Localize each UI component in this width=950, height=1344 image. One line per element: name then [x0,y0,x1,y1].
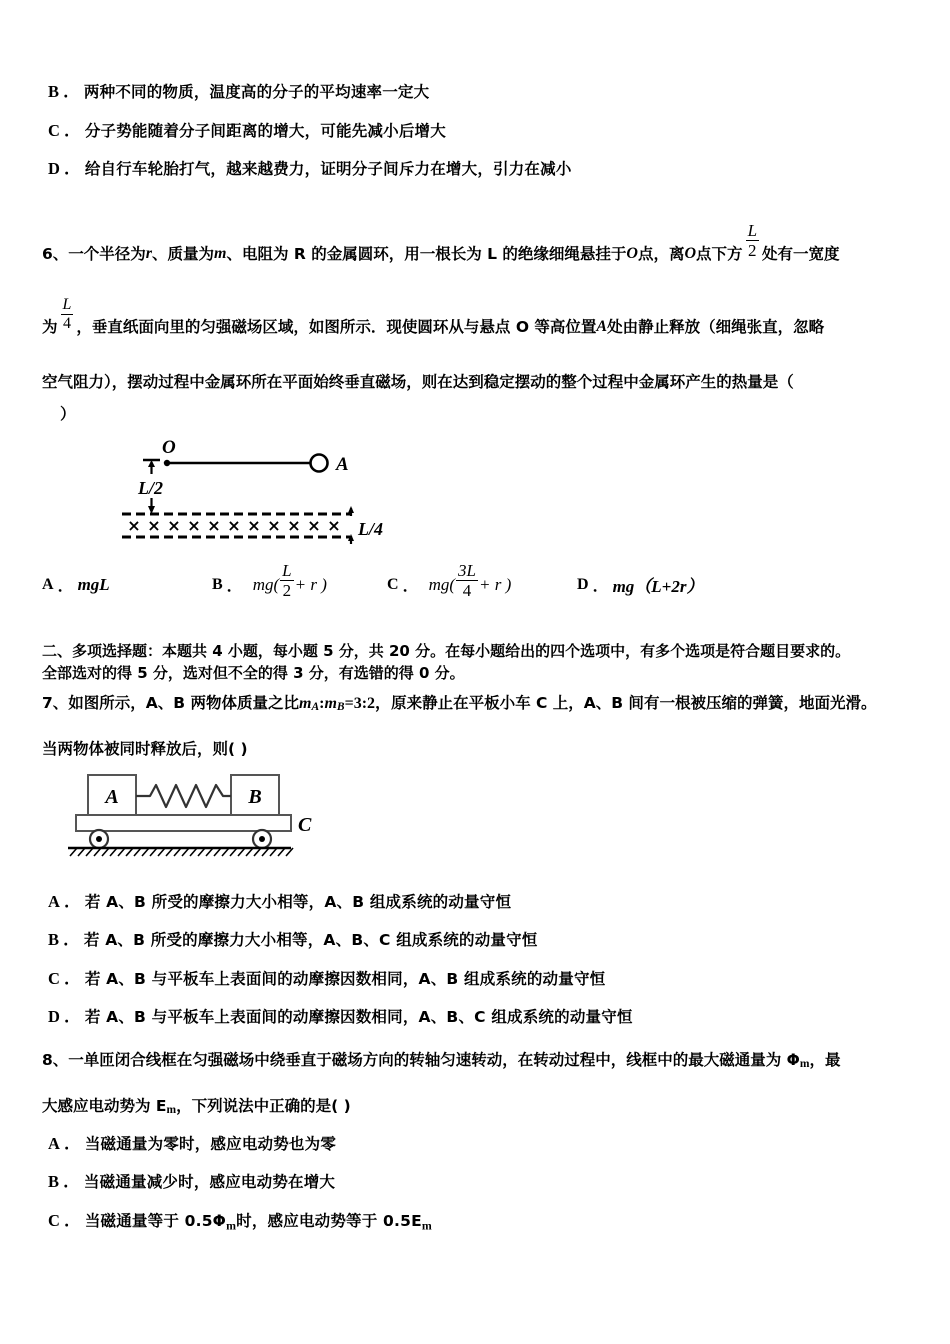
q8-stem-line2 [42,1094,908,1116]
q6-option-a [42,573,212,596]
q6-line2-pre: 为 [42,318,58,337]
q6-option-d-text: mg（L+2r） [612,577,704,597]
field-cross: × [187,516,201,536]
q6-frac1-numerator: L [747,220,758,240]
q8-line1-a: 8、一单匝闭合线框在匀强磁场中绕垂直于磁场方向的转轴匀速转动，在转动过程中，线框中的最大磁通量为 Φ [42,1050,800,1069]
field-cross: × [307,516,321,536]
q8-option-b-sep: ． [63,1172,80,1192]
q7-ratio-colon: : [319,694,325,712]
cart-wheel-left-axle [96,836,102,842]
q5-option-c [48,120,908,140]
q6-option-c-fraction [456,562,478,599]
q7-mass-b-symbol: m [324,694,337,712]
q6-option-b-den: 2 [282,581,292,601]
q6-option-d-label: D [577,575,589,593]
q6-seg5: 处有一宽度 [762,245,840,264]
q6-seg1: 、质量为 [152,245,215,264]
q7-option-c [48,968,908,988]
q6-figure [120,436,420,546]
q7-stem-line2: 当两物体被同时释放后，则( ) [42,739,248,758]
q6-option-c-sep: ． [402,578,419,596]
q7-option-c-sep: ． [64,968,81,988]
q6-option-a-text: mgL [77,574,110,594]
q6-option-a-sep: ． [57,578,74,596]
q5-option-c-text: 分子势能随着分子间距离的增大，可能先减小后增大 [84,121,446,140]
cart-wheel-right-axle [259,836,265,842]
q8-flux-max-subscript: m [799,1057,810,1070]
metal-ring-bob [311,455,328,472]
q8-option-c-sub1: m [226,1217,237,1232]
q6-point-o2: O [684,244,697,262]
q7-option-d-text: 若 A、B 与平板车上表面间的动摩擦因数相同，A、B、C 组成系统的动量守恒 [84,1008,633,1027]
q7-option-d-label: D [48,1007,61,1027]
q6-option-b-prefix: mg( [252,574,280,594]
section2-heading [42,641,908,685]
bob-label-a: A [336,454,349,476]
q7-mass-b-subscript: B [336,700,345,713]
field-cross: × [227,516,241,536]
q6-seg2: 、电阻为 R 的金属圆环，用一根长为 L 的绝缘细绳悬挂于 [226,245,627,264]
q6-seg7: 处由静止释放（细绳张直，忽略 [607,318,825,337]
q8-stem-line1 [42,1048,908,1070]
l2-dimension-label: L/2 [138,478,163,499]
q8-option-c-mid: 时，感应电动势等于 0.5E [236,1211,422,1230]
q8-line2-b: ，下列说法中正确的是( ) [176,1096,351,1115]
q7-option-b [48,932,908,949]
cart-label-c: C [298,813,312,836]
field-cross: × [147,516,161,536]
field-cross: × [327,516,341,536]
q6-option-d [577,572,704,597]
compressed-spring [136,785,231,807]
q6-option-c-prefix: mg( [428,574,456,594]
pendulum-magnetic-field-diagram [120,436,420,546]
q7-option-a-label: A [48,891,61,911]
q5-option-d-sep: ． [64,159,81,178]
q6-option-a-label: A [42,575,54,593]
q7-option-a-sep: ． [64,891,81,911]
q7-option-d-sep: ． [64,1007,81,1027]
ground-hatching [70,848,293,856]
q5-option-b-label: B [48,82,60,101]
q6-stem-line2 [42,295,908,337]
q6-option-b-num: L [282,561,292,581]
q6-option-b-sep: ． [226,578,243,596]
q6-seg3: 点，离 [637,245,685,264]
q6-radius-symbol: r [145,244,153,262]
cart-blocks-spring-diagram [66,767,316,862]
q7-option-b-text: 若 A、B 所受的摩擦力大小相等，A、B、C 组成系统的动量守恒 [83,931,538,950]
q6-frac1-denominator: 2 [748,240,757,260]
q8-option-b-text: 当磁通量减少时，感应电动势在增大 [83,1173,336,1192]
q7-mass-a-subscript: A [311,700,320,713]
q8-option-a [48,1133,908,1153]
q6-option-b-expression [252,561,327,603]
q6-stem-line1 [42,220,908,264]
q5-option-c-sep: ． [64,120,81,140]
q8-option-b [48,1174,908,1191]
q6-option-c-suffix: + r ) [479,574,512,594]
q8-line2-a: 大感应电动势为 E [42,1096,167,1115]
field-cross: × [287,516,301,536]
q6-line1-pre: 6、一个半径为 [42,245,146,264]
field-cross: × [167,516,181,536]
pivot-label-o: O [162,437,176,459]
q7-mass-a-symbol: m [299,694,312,712]
q8-option-a-text: 当磁通量为零时，感应电动势也为零 [84,1134,337,1153]
q6-option-b-fraction [280,562,293,599]
field-cross: × [127,516,141,536]
q6-option-c-num: 3L [458,561,476,581]
q6-frac2-numerator: L [62,295,72,313]
q8-option-a-sep: ． [64,1133,81,1153]
field-cross: × [267,516,281,536]
q5-option-b-sep: ． [63,82,80,101]
section2-line2: 全部选对的得 5 分，选对但不全的得 3 分，有选错的得 0 分。 [42,663,465,682]
section2-line1: 二、多项选择题：本题共 4 小题，每小题 5 分，共 20 分。在每小题给出的四个选项中，有多个选项是符合题目要求的。 [42,642,851,661]
l4-arrow-up-head [348,506,354,513]
q6-fraction-l-over-2 [746,222,759,259]
q8-emf-max-subscript: m [166,1103,177,1116]
cart-deck [76,815,291,831]
q8-option-c-label: C [48,1210,61,1230]
q5-option-b-text: 两种不同的物质，温度高的分子的平均速率一定大 [83,83,430,101]
q6-option-c-den: 4 [462,581,472,601]
q6-option-b [212,561,387,603]
page-content [42,82,908,1254]
q7-option-d [48,1009,908,1026]
q6-point-a: A [596,317,608,335]
q5-option-c-label: C [48,120,61,140]
q6-stem [42,220,908,423]
field-cross-group [127,516,340,535]
q7-stem-post: 原来静止在平板小车 C 上，A、B 间有一根被压缩的弹簧，地面光滑。 [391,693,877,712]
q7-figure [66,767,316,862]
q6-mass-symbol: m [214,244,227,262]
q6-stem-line4: ） [60,404,76,423]
q8-option-a-label: A [48,1133,61,1153]
q6-option-c-label: C [387,575,399,593]
q6-fraction-l-over-4 [61,297,74,332]
q5-option-d [48,161,908,178]
q6-point-o1: O [626,244,638,262]
q7-option-b-sep: ． [63,930,80,950]
q6-stem-line3: 空气阻力），摆动过程中金属环所在平面始终垂直磁场，则在达到稳定摆动的整个过程中金属环产生的热量是（ [42,372,794,391]
q7-option-c-text: 若 A、B 与平板车上表面间的动摩擦因数相同，A、B 组成系统的动量守恒 [84,969,606,988]
q7-option-c-label: C [48,968,61,988]
q6-option-b-suffix: + r ) [294,574,327,594]
block-a-label: A [105,785,119,808]
q6-option-c-expression [428,561,512,603]
q6-option-b-label: B [212,575,223,593]
q8-option-c [48,1210,908,1232]
q8-option-c-pre: 当磁通量等于 0.5Φ [84,1211,227,1230]
q7-stem-line1 [42,690,908,713]
q7-option-b-label: B [48,930,60,950]
q7-option-a-text: 若 A、B 所受的摩擦力大小相等，A、B 组成系统的动量守恒 [84,892,512,911]
q5-option-d-text: 给自行车轮胎打气，越来越费力，证明分子间斥力在增大，引力在减小 [84,160,572,178]
block-b-label: B [248,785,262,808]
q8-line1-b: ，最 [809,1050,841,1069]
q6-option-c [387,561,577,603]
q8-option-c-sep: ． [64,1210,81,1230]
q6-frac2-denominator: 4 [62,314,71,332]
field-cross: × [247,516,261,536]
q8-option-b-label: B [48,1172,60,1192]
q7-option-a [48,891,908,911]
q5-option-d-label: D [48,159,61,178]
q8-option-c-sub2: m [421,1217,432,1232]
q5-option-b [48,84,908,101]
q7-stem-pre: 7、如图所示，A、B 两物体质量之比 [42,693,299,712]
q6-seg4: 点下方 [696,245,743,264]
l4-dimension-label: L/4 [358,519,383,540]
q6-options-row [42,561,908,603]
q6-seg6: ，垂直纸面向里的匀强磁场区域，如图所示．现使圆环从与悬点 O 等高位置 [76,318,597,337]
q6-option-d-sep: ． [592,578,609,596]
field-cross: × [207,516,221,536]
q7-ratio-value: =3:2， [344,694,392,712]
